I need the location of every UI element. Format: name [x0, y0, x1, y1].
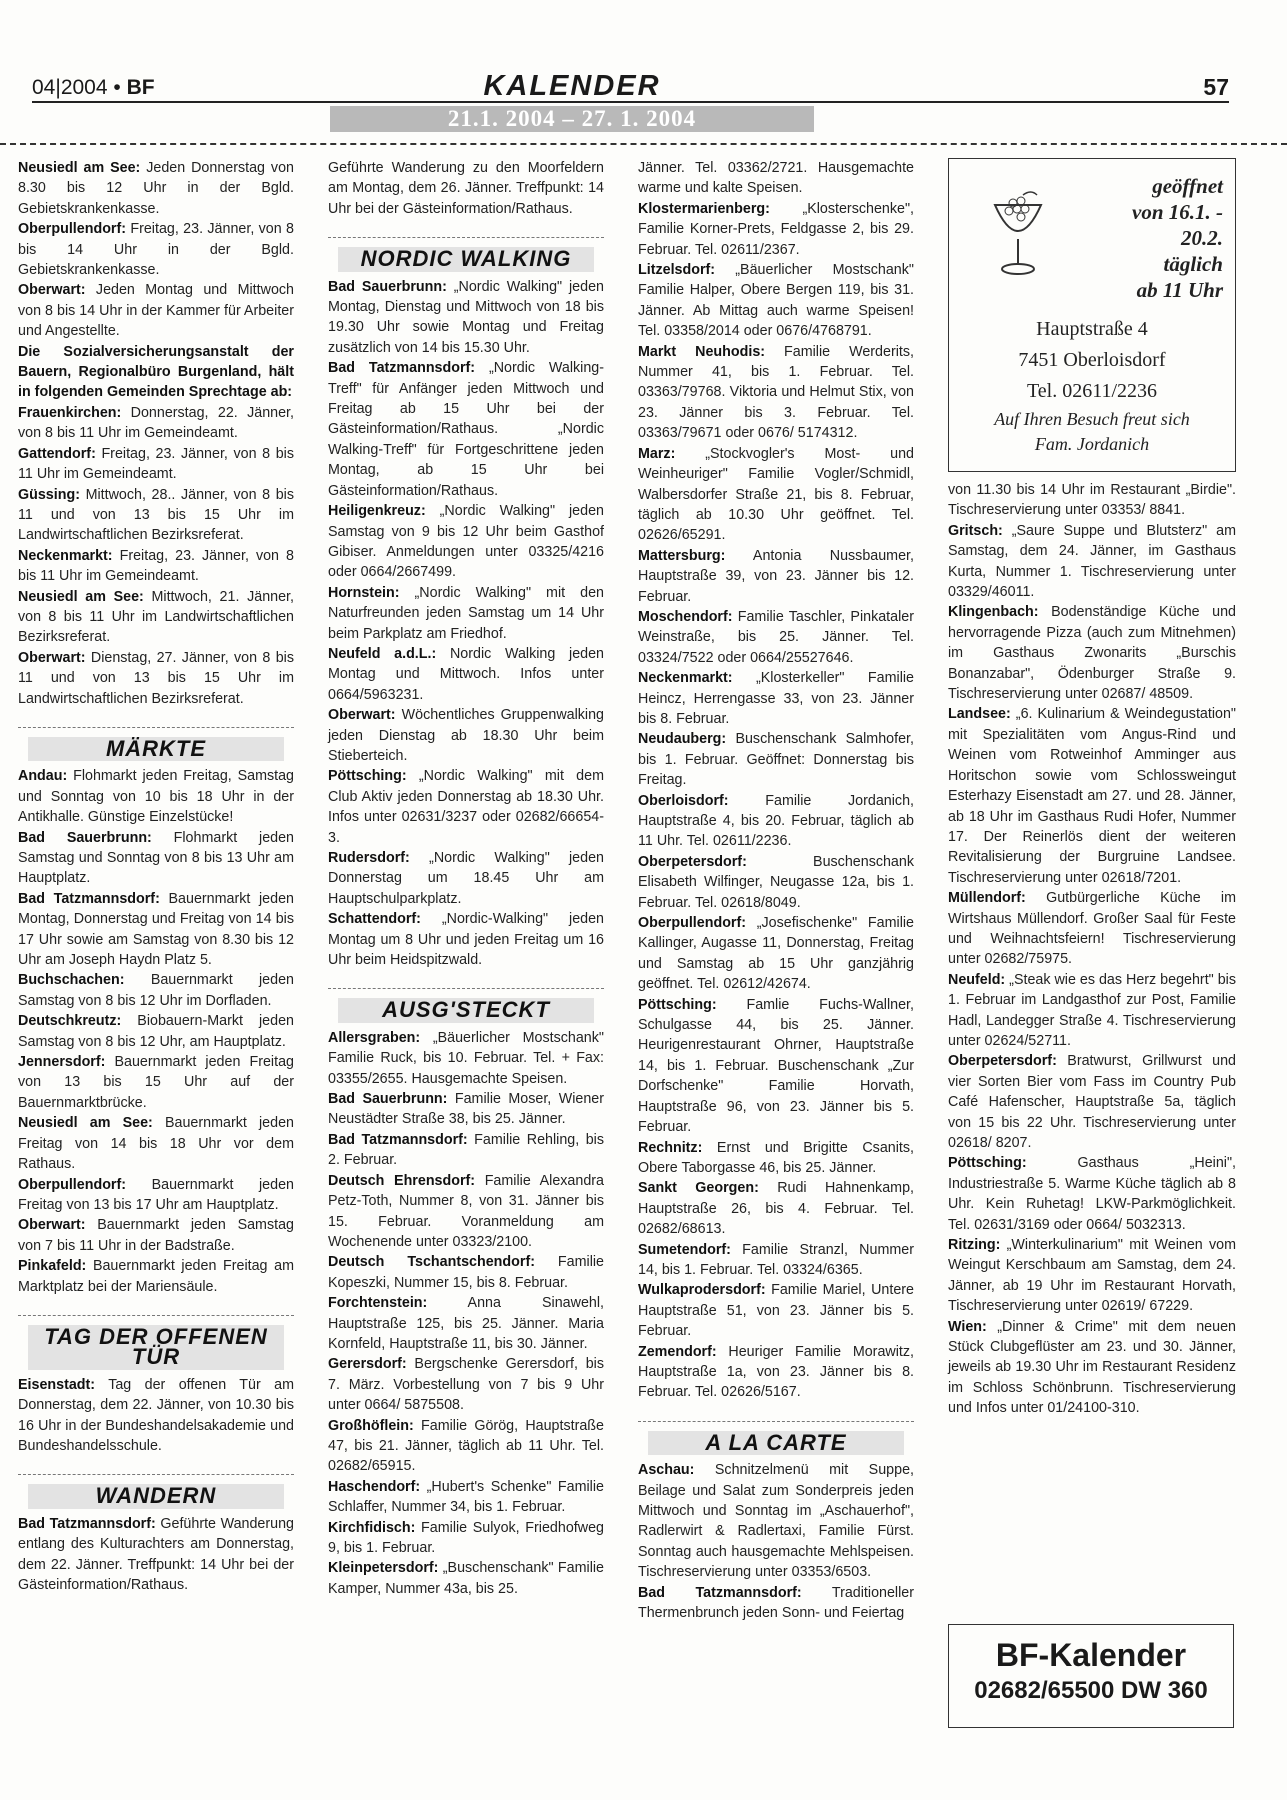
listing-text: Buschenschank Elisabeth Wilfinger, Neugasse 12a, bis 1. Februar. Tel. 02618/8049.	[638, 853, 914, 911]
listing-text: Geführte Wanderung entlang des Kulturachters am Donnerstag, dem 22. Jänner. Treffpunkt: 14 Uhr bei der Gästeinformation/Rathaus.	[18, 1515, 294, 1593]
listing-entry	[638, 729, 914, 790]
listing-entry	[328, 501, 604, 583]
column-4-body	[948, 480, 1236, 1419]
section-heading-label: TAG DER OFFENEN TÜR	[28, 1325, 284, 1370]
listing-location: Schattendorf:	[328, 911, 421, 928]
listing-location: Bad Tatzmannsdorf:	[18, 1515, 156, 1532]
listing-text: Bratwurst, Grillwurst und vier Sorten Bier vom Fass im Country Pub Café Hafenscher, Hauptstraße 5a, täglich von 15 bis 22 Uhr. Tischreservierung unter 02618/ 8207.	[948, 1053, 1236, 1151]
listing-location: Oberpullendorf:	[18, 1176, 127, 1193]
listing-entry	[638, 444, 914, 546]
listing-location: Wien:	[948, 1318, 987, 1335]
listing-location: Neckenmarkt:	[18, 547, 113, 564]
listing-entry	[18, 1514, 294, 1596]
listing-entry	[328, 358, 604, 501]
listing-location: Klingenbach:	[948, 604, 1039, 621]
listing-location: Oberpetersdorf:	[638, 853, 747, 870]
section-heading	[328, 988, 604, 1023]
listing-location: Bad Tatzmannsdorf:	[638, 1584, 802, 1601]
listing-entry	[18, 158, 294, 219]
ad-open-line: von 16.1. -	[1132, 200, 1223, 224]
listing-entry	[948, 480, 1236, 521]
listing-text: „Nordic Walking-Treff" für Anfänger jeden Mittwoch und Freitag ab 15 Uhr bei der Gästeinformation/Rathaus. „Nordic Walking-Treff" für Fortgeschrittene jeden Montag, ab 15 Uhr bei Gästeinformation/Rathaus.	[328, 360, 604, 499]
listing-entry	[948, 704, 1236, 888]
listing-entry	[328, 1028, 604, 1089]
section-heading	[328, 237, 604, 272]
listing-entry	[638, 158, 914, 199]
listing-entry	[948, 1235, 1236, 1317]
listing-text: Bergschenke Gerersdorf, bis 7. März. Vorbestellung von 7 bis 9 Uhr unter 0664/ 5875508.	[328, 1356, 604, 1414]
listing-entry	[948, 1051, 1236, 1153]
listing-text: Ernst und Brigitte Csanits, Obere Taborgasse 46, bis 25. Jänner.	[638, 1139, 914, 1176]
listing-entry	[328, 1518, 604, 1559]
listing-location: Landsee:	[948, 706, 1011, 723]
listing-text: Gutbürgerliche Küche im Wirtshaus Müllendorf. Großer Saal für Feste und Weihnachtsfeiern! Tischreservierung unter 02682/75975.	[948, 890, 1236, 968]
page-number: 57	[1203, 74, 1229, 100]
listing-text: Schnitzelmenü mit Suppe, Beilage und Salat zum Sonderpreis jeden Mittwoch und Sonntag im „Aschauerhof", Radlerwirt & Radlertaxi, Familie Fürst. Sonntag auch hausgemachte Mehlspeisen. Tischreservierung unter 03353/6503.	[638, 1462, 914, 1581]
listing-entry	[948, 1153, 1236, 1235]
listing-text: Wöchentliches Gruppenwalking jeden Dienstag ab 18.30 Uhr beim Stieberteich.	[328, 707, 604, 764]
listing-location: Forchtenstein:	[328, 1295, 428, 1312]
listing-location: Markt Neuhodis:	[638, 343, 766, 360]
ad-bf-phone: 02682/65500 DW 360	[974, 1677, 1208, 1704]
listing-entry	[328, 705, 604, 766]
listing-text: „Steak wie es das Herz begehrt" bis 1. Februar im Landgasthof zur Post, Familie Hadl, Landegger Straße 4. Tischreservierung unter 02624/52711.	[948, 971, 1236, 1049]
listing-entry	[18, 648, 294, 709]
listing-entry	[18, 1256, 294, 1297]
listing-entry	[18, 1175, 294, 1216]
listing-entry	[638, 1583, 914, 1624]
listing-location: Heiligenkreuz:	[328, 503, 426, 520]
section-heading-label: A LA CARTE	[648, 1431, 904, 1455]
listing-entry	[638, 1240, 914, 1281]
listing-text: Heuriger Familie Morawitz, Hauptstraße 1a, von 23. Jänner bis 8. Februar. Tel. 02626/5167.	[638, 1343, 914, 1401]
date-range-banner: 21.1. 2004 – 27. 1. 2004	[330, 106, 814, 132]
listing-text: Rudi Hahnenkamp, Hauptstraße 26, bis 4. Februar. Tel. 02682/68613.	[638, 1180, 914, 1238]
listing-location: Aschau:	[638, 1462, 695, 1479]
listing-entry	[18, 1375, 294, 1457]
listing-location: Oberpetersdorf:	[948, 1053, 1057, 1070]
listing-location: Neusiedl am See:	[18, 1115, 153, 1132]
listing-text: Bauernmarkt jeden Freitag von 13 bis 15 Uhr auf der Bauernmarktbrücke.	[18, 1054, 294, 1111]
listing-location: Großhöflein:	[328, 1417, 414, 1434]
listing-location: Rechnitz:	[638, 1139, 703, 1156]
listing-text: „Hubert's Schenke" Familie Schlaffer, Nummer 34, bis 1. Februar.	[328, 1478, 604, 1516]
listing-location: Oberpullendorf:	[638, 915, 747, 932]
listing-text: Jeden Donnerstag von 8.30 bis 12 Uhr in der Bgld. Gebietskrankenkasse.	[18, 160, 294, 217]
listing-location: Kleinpetersdorf:	[328, 1560, 439, 1577]
ad-address	[949, 314, 1235, 407]
listing-text: Freitag, 23. Jänner, von 8 bis 14 Uhr in der Bgld. Gebietskrankenkasse.	[18, 221, 294, 279]
listing-entry	[638, 260, 914, 342]
listing-text: Bauernmarkt jeden Freitag von 14 bis 18 Uhr vor dem Rathaus.	[18, 1115, 294, 1173]
listing-location: Deutsch Ehrensdorf:	[328, 1172, 476, 1189]
listing-location: Zemendorf:	[638, 1343, 717, 1360]
listing-text: Familie Werderits, Nummer 41, bis 1. Februar. Tel. 03363/79768. Viktoria und Helmut Stix, von 23. Jänner bis 3. Februar. Tel. 03363/79671 oder 0676/ 5174312.	[638, 343, 914, 442]
listing-text: „Winterkulinarium" mit Weinen vom Weingut Kerschbaum am Samstag, dem 24. Jänner, ab 19 Uhr im Restaurant Horvath, Tischreservierung unter 02619/ 67229.	[948, 1237, 1236, 1315]
listing-text: Familie Mariel, Untere Hauptstraße 51, von 23. Jänner bis 5. Februar.	[638, 1282, 914, 1340]
listing-text: Bauernmarkt jeden Freitag am Marktplatz bei der Mariensäule.	[18, 1258, 294, 1295]
listing-entry	[18, 403, 294, 444]
listing-entry	[638, 852, 914, 913]
listing-text: Famlie Fuchs-Wallner, Schulgasse 44, bis 25. Jänner. Heurigenrestaurant Ohrner, Hauptstraße 14, bis 1. Februar. Buschenschank „Zur Dorfschenke" Familie Horvath, Hauptstraße 96, von 23. Jänner bis 5. Februar.	[638, 996, 914, 1136]
header-bullet: •	[113, 76, 121, 99]
brand-label: BF	[126, 76, 155, 99]
listing-location: Bad Tatzmannsdorf:	[328, 360, 476, 377]
listing-location: Ritzing:	[948, 1237, 1001, 1254]
listing-location: Oberwart:	[18, 649, 86, 666]
listing-location: Eisenstadt:	[18, 1376, 96, 1393]
listing-text: „Nordic Walking" jeden Montag, Dienstag und Mittwoch von 18 bis 19.30 Uhr sowie Montag und Freitag zusätzlich von 14 bis 15.30 Uhr.	[328, 278, 604, 356]
listing-text: „Klosterkeller" Familie Heincz, Herrengasse 33, von 23. Jänner bis 8. Februar.	[638, 670, 914, 727]
listing-entry	[948, 1317, 1236, 1419]
listing-text: „6. Kulinarium & Weindegustation" mit Spezialitäten vom Angus-Rind und Weinen vom Rotweinhof Amminger aus Horitschon sowie vom Schlossweingut Esterhazy Eisenstadt am 27. und 28. Jänner, ab 18 Uhr im Gasthaus Rudi Hofer, Nummer 17. Der Reinerlös dient der weiteren Revitalisierung der Burgruine Landsee. Tischreservierung unter 02618/7201.	[948, 706, 1236, 886]
listing-location: Sumetendorf:	[638, 1241, 731, 1258]
listing-text: Antonia Nussbaumer, Hauptstraße 39, von 23. Jänner bis 12. Februar.	[638, 547, 914, 605]
listing-entry	[638, 1138, 914, 1179]
listing-text: „Klosterschenke", Familie Korner-Prets, Feldgasse 2, bis 29. Februar. Tel. 02611/2367.	[638, 200, 914, 258]
ad-note-line: Auf Ihren Besuch freut sich	[994, 409, 1190, 429]
listing-text: Geführte Wanderung zu den Moorfeldern am Montag, dem 26. Jänner. Treffpunkt: 14 Uhr bei der Gästeinformation/Rathaus.	[328, 160, 604, 217]
listing-entry	[18, 219, 294, 280]
listing-entry	[328, 1354, 604, 1415]
section-heading-label: WANDERN	[28, 1484, 284, 1508]
listing-entry	[948, 602, 1236, 704]
ad-open-line: täglich	[1163, 252, 1223, 276]
listing-text: Bauernmarkt jeden Montag, Donnerstag und Freitag von 14 bis 17 Uhr sowie am Samstag von 8.30 bis 12 Uhr am Joseph Haydn Platz 5.	[18, 890, 294, 969]
listing-text: Bauernmarkt jeden Samstag von 7 bis 11 Uhr in der Badstraße.	[18, 1217, 294, 1254]
section-heading-label: AUSG'STECKT	[338, 998, 594, 1022]
issue-number: 04|2004	[32, 76, 108, 99]
wine-glass-grapes-icon	[983, 187, 1053, 279]
column-3	[638, 158, 914, 1623]
listing-location: Hornstein:	[328, 584, 400, 601]
listing-text: Mittwoch, 28.. Jänner, von 8 bis 11 und von 13 bis 15 Uhr im Landwirtschaftlichen Bezirksreferat.	[18, 486, 294, 544]
listing-location: Gritsch:	[948, 522, 1003, 539]
listing-location: Sankt Georgen:	[638, 1180, 759, 1197]
listing-entry	[638, 1178, 914, 1239]
ad-open-line: geöffnet	[1152, 174, 1223, 198]
listing-text: Bodenständige Küche und hervorragende Pizza (auch zum Mitnehmen) im Gasthaus Zwonarits „Burschis Bonanzabar", Ödenburger Straße 9. Tischreservierung unter 02687/ 48509.	[948, 604, 1236, 703]
listing-text: „Saure Suppe und Blutsterz" am Samstag, dem 24. Jänner, im Gasthaus Kurta, Nummer 1. Tischreservierung unter 03329/46011.	[948, 522, 1236, 601]
listing-location: Marz:	[638, 445, 676, 462]
listing-location: Moschendorf:	[638, 608, 733, 625]
listing-location: Müllendorf:	[948, 890, 1026, 907]
listing-entry	[638, 199, 914, 260]
listing-entry	[18, 766, 294, 827]
listing-entry	[948, 521, 1236, 603]
listing-text: „Stockvogler's Most- und Weinheuriger" Familie Vogler/Schmidl, Walbersdorfer Straße 21, bis 8. Februar, täglich ab 10.30 Uhr geöffnet. Tel. 02626/65291.	[638, 445, 914, 544]
listing-location: Oberloisdorf:	[638, 792, 729, 809]
listing-text: Biobauern-Markt jeden Samstag von 8 bis 12 Uhr, am Hauptplatz.	[18, 1013, 294, 1050]
listing-text: Anna Sinawehl, Hauptstraße 125, bis 25. Jänner. Maria Kornfeld, Hauptstraße 11, bis 30. Jänner.	[328, 1295, 604, 1352]
listing-location: Haschendorf:	[328, 1478, 421, 1495]
ad-bf-kalender	[948, 1624, 1234, 1728]
listing-location: Rudersdorf:	[328, 850, 410, 866]
listing-entry	[18, 828, 294, 889]
listing-location: Oberwart:	[328, 707, 396, 724]
header-rule	[32, 101, 1229, 103]
listing-text: Familie Alexandra Petz-Toth, Nummer 8, von 31. Jänner bis 15. Februar. Voranmeldung am Wochenende unter 03323/2100.	[328, 1172, 604, 1250]
listing-location: Neudauberg:	[638, 731, 727, 748]
listing-text: Dienstag, 27. Jänner, von 8 bis 11 und von 13 bis 15 Uhr im Landwirtschaftlichen Bezirksreferat.	[18, 649, 294, 707]
listing-text: „Bäuerlicher Mostschank" Familie Halper, Obere Bergen 119, bis 31. Jänner. Ab Mittag auch warme Speisen! Tel. 03358/2014 oder 0676/4768791.	[638, 262, 914, 340]
listing-location: Klostermarienberg:	[638, 200, 770, 217]
listing-location: Gattendorf:	[18, 445, 96, 462]
listing-entry	[18, 1215, 294, 1256]
listing-location: Andau:	[18, 768, 68, 785]
listing-entry	[638, 791, 914, 852]
listing-entry	[18, 546, 294, 587]
listing-entry	[638, 1460, 914, 1582]
listing-text: Donnerstag, 22. Jänner, von 8 bis 11 Uhr im Gemeindeamt.	[18, 404, 294, 442]
listing-entry	[18, 970, 294, 1011]
ad-note	[949, 407, 1235, 457]
section-heading-label: NORDIC WALKING	[338, 247, 594, 271]
listing-location: Kirchfidisch:	[328, 1519, 416, 1536]
listing-location: Pöttsching:	[638, 996, 717, 1013]
listing-text: Flohmarkt jeden Samstag und Sonntag von 8 bis 13 Uhr am Hauptplatz.	[18, 829, 294, 887]
listing-entry	[328, 1130, 604, 1171]
listing-text: Familie Kopeszki, Nummer 15, bis 8. Februar.	[328, 1254, 604, 1291]
listing-location: Güssing:	[18, 486, 80, 503]
listing-location: Neusiedl am See:	[18, 588, 144, 605]
listing-location: Bad Sauerbrunn:	[18, 829, 152, 846]
listing-text: Familie Rehling, bis 2. Februar.	[328, 1131, 604, 1169]
ad-note-line: Fam. Jordanich	[1034, 434, 1150, 454]
ad-open-line: 20.2.	[1181, 226, 1223, 250]
listing-location: Allersgraben:	[328, 1029, 421, 1046]
listing-entry	[328, 644, 604, 705]
listing-entry	[328, 158, 604, 219]
listing-location: Gerersdorf:	[328, 1356, 407, 1373]
listing-entry	[18, 1113, 294, 1174]
listing-text: Gasthaus „Heini", Industriestraße 5. Warme Küche täglich ab 8 Uhr. Kein Ruhetag! LKW-Parkmöglichkeit. Tel. 02631/3169 oder 0664/ 5032313.	[948, 1155, 1236, 1233]
listing-text: „Nordic Walking" jeden Donnerstag um 18.45 Uhr am Hauptschulparkplatz.	[328, 850, 604, 907]
section-heading	[638, 1421, 914, 1456]
listing-entry	[328, 909, 604, 970]
listing-text: Bauernmarkt jeden Samstag von 8 bis 12 Uhr im Dorfladen.	[18, 972, 294, 1009]
listing-entry	[18, 342, 294, 403]
listing-text: Bauernmarkt jeden Freitag von 13 bis 17 Uhr am Hauptplatz.	[18, 1176, 294, 1213]
listing-entry	[638, 607, 914, 668]
listing-location: Die Sozialversicherungsanstalt der Bauern, Regionalbüro Burgenland, hält in folgenden Gemeinden Sprechtage ab:	[18, 343, 294, 401]
ad-open-line: ab 11 Uhr	[1136, 278, 1223, 302]
listing-location: Neckenmarkt:	[638, 670, 733, 687]
column-1	[18, 158, 294, 1595]
listing-entry	[328, 1171, 604, 1253]
listing-entry	[328, 1089, 604, 1130]
column-2	[328, 158, 604, 1599]
listing-text: Jänner. Tel. 03362/2721. Hausgemachte warme und kalte Speisen.	[638, 160, 914, 197]
listing-text: „Nordic Walking" jeden Samstag von 9 bis 12 Uhr beim Gasthof Gibiser. Anmeldungen unter 03325/4216 oder 0664/2667499.	[328, 503, 604, 581]
listing-entry	[328, 277, 604, 359]
listing-text: „Nordic Walking" mit dem Club Aktiv jeden Donnerstag ab 18.30 Uhr. Infos unter 02631/3237 oder 02682/66654-3.	[328, 768, 604, 846]
listing-entry	[638, 995, 914, 1138]
listing-location: Oberpullendorf:	[18, 221, 127, 238]
listing-location: Bad Tatzmannsdorf:	[18, 890, 160, 907]
listing-location: Neufeld a.d.L.:	[328, 645, 437, 662]
listing-text: „Dinner & Crime" mit dem neuen Stück Clubgeflüster am 23. und 30. Jänner, jeweils ab 19.30 Uhr im Restaurant Residenz im Schloss Schönbrunn. Tischreservierung und Infos unter 01/24100-310.	[948, 1318, 1236, 1417]
listing-location: Oberwart:	[18, 282, 86, 299]
listing-location: Bad Tatzmannsdorf:	[328, 1131, 468, 1148]
listing-text: Buschenschank Salmhofer, bis 1. Februar. Geöffnet: Donnerstag bis Freitag.	[638, 731, 914, 789]
listing-text: „Nordic Walking" mit den Naturfreunden jeden Samstag um 14 Uhr beim Parkplatz am Friedhof.	[328, 584, 604, 642]
listing-entry	[18, 889, 294, 971]
listing-location: Frauenkirchen:	[18, 404, 122, 421]
ad-phone: Tel. 02611/2236	[1026, 380, 1158, 402]
listing-entry	[18, 444, 294, 485]
listing-location: Pöttsching:	[328, 768, 407, 785]
listing-text: von 11.30 bis 14 Uhr im Restaurant „Birdie". Tischreservierung unter 03353/ 8841.	[948, 482, 1236, 519]
issue-label	[32, 76, 155, 100]
listing-entry	[638, 1280, 914, 1341]
listing-text: Traditioneller Thermenbrunch jeden Sonn- und Feiertag	[638, 1584, 914, 1622]
listing-text: Familie Jordanich, Hauptstraße 4, bis 20. Februar, täglich ab 11 Uhr. Tel. 02611/2236.	[638, 792, 914, 850]
listing-location: Pinkafeld:	[18, 1258, 87, 1275]
listing-entry	[328, 766, 604, 848]
ad-street: Hauptstraße 4	[1036, 318, 1148, 340]
listing-entry	[638, 913, 914, 995]
listing-text: Tag der offenen Tür am Donnerstag, dem 22. Jänner, von 10.30 bis 16 Uhr in der Bundeshandelsakademie und Bundeshandelsschule.	[18, 1376, 294, 1454]
listing-location: Buchschachen:	[18, 972, 125, 989]
listing-location: Bad Sauerbrunn:	[328, 1091, 448, 1108]
ad-opening-hours	[1132, 173, 1223, 303]
listing-text: Jeden Montag und Mittwoch von 8 bis 14 Uhr in der Kammer für Arbeiter und Angestellte.	[18, 282, 294, 340]
listing-text: „Bäuerlicher Mostschank" Familie Ruck, bis 10. Februar. Tel. + Fax: 03355/2655. Hausgemachte Speisen.	[328, 1029, 604, 1087]
listing-text: Familie Stranzl, Nummer 14, bis 1. Februar. Tel. 03324/6365.	[638, 1241, 914, 1278]
listing-location: Mattersburg:	[638, 547, 726, 564]
listing-text: Familie Görög, Hauptstraße 47, bis 21. Jänner, täglich ab 11 Uhr. Tel. 02682/65915.	[328, 1417, 604, 1475]
listing-entry	[18, 485, 294, 546]
listing-entry	[328, 583, 604, 644]
listing-text: Freitag, 23. Jänner, von 8 bis 11 Uhr im Gemeindeamt.	[18, 445, 294, 483]
listing-location: Neusiedl am See:	[18, 160, 141, 176]
listing-entry	[328, 1477, 604, 1518]
listing-entry	[328, 1416, 604, 1477]
listing-text: Familie Moser, Wiener Neustädter Straße 38, bis 25. Jänner.	[328, 1091, 604, 1128]
listing-entry	[948, 970, 1236, 1052]
ad-city: 7451 Oberloisdorf	[1018, 349, 1166, 371]
listing-text: Familie Taschler, Pinkataler Weinstraße, bis 25. Jänner. Tel. 03324/7522 oder 0664/25527646.	[638, 608, 914, 666]
ad-jordanich	[948, 158, 1236, 472]
listing-entry	[328, 1558, 604, 1599]
listing-text: Freitag, 23. Jänner, von 8 bis 11 Uhr im Gemeindeamt.	[18, 547, 294, 585]
listing-text: Flohmarkt jeden Freitag, Samstag und Sonntag von 10 bis 18 Uhr in der Antikhalle. Günstige Einzelstücke!	[18, 768, 294, 826]
listing-entry	[328, 1252, 604, 1293]
listing-entry	[18, 1052, 294, 1113]
listing-text: Nordic Walking jeden Montag und Mittwoch. Infos unter 0664/5963231.	[328, 645, 605, 703]
listing-entry	[18, 587, 294, 648]
listing-location: Litzelsdorf:	[638, 262, 716, 279]
listing-entry	[638, 546, 914, 607]
ad-bf-title: BF-Kalender	[995, 1637, 1187, 1673]
listing-entry	[638, 342, 914, 444]
listing-entry	[328, 848, 604, 909]
listing-location: Jennersdorf:	[18, 1054, 106, 1071]
section-heading	[18, 1474, 294, 1509]
listing-location: Bad Sauerbrunn:	[328, 278, 447, 295]
listing-entry	[638, 668, 914, 729]
listing-text: „Buschenschank" Familie Kamper, Nummer 43a, bis 25.	[328, 1560, 604, 1597]
listing-entry	[18, 280, 294, 341]
listing-text: „Nordic-Walking" jeden Montag um 8 Uhr und jeden Freitag um 16 Uhr beim Heidspitzwald.	[328, 911, 604, 969]
listing-location: Neufeld:	[948, 971, 1006, 988]
listing-entry	[18, 1011, 294, 1052]
section-heading	[18, 727, 294, 762]
listing-location: Pöttsching:	[948, 1155, 1027, 1172]
section-heading	[18, 1315, 294, 1371]
listing-text: „Josefischenke" Familie Kallinger, Augasse 11, Donnerstag, Freitag und Samstag ab 15 Uhr ganzjährig geöffnet. Tel. 02612/42674.	[638, 915, 914, 993]
section-heading-label: MÄRKTE	[28, 737, 284, 761]
listing-location: Deutschkreutz:	[18, 1013, 122, 1030]
listing-entry	[328, 1293, 604, 1354]
section-title: KALENDER	[483, 70, 661, 102]
listing-location: Deutsch Tschantschendorf:	[328, 1254, 535, 1271]
listing-entry	[638, 1342, 914, 1403]
listing-text: Familie Sulyok, Friedhofweg 9, bis 1. Februar.	[328, 1519, 604, 1556]
listing-entry	[948, 888, 1236, 970]
listing-location: Oberwart:	[18, 1217, 86, 1234]
listing-location: Wulkaprodersdorf:	[638, 1282, 766, 1299]
column-4	[948, 158, 1236, 1419]
listing-text: Mittwoch, 21. Jänner, von 8 bis 11 Uhr im Landwirtschaftlichen Bezirksreferat.	[18, 588, 294, 646]
header-dashed-divider	[0, 143, 1287, 145]
